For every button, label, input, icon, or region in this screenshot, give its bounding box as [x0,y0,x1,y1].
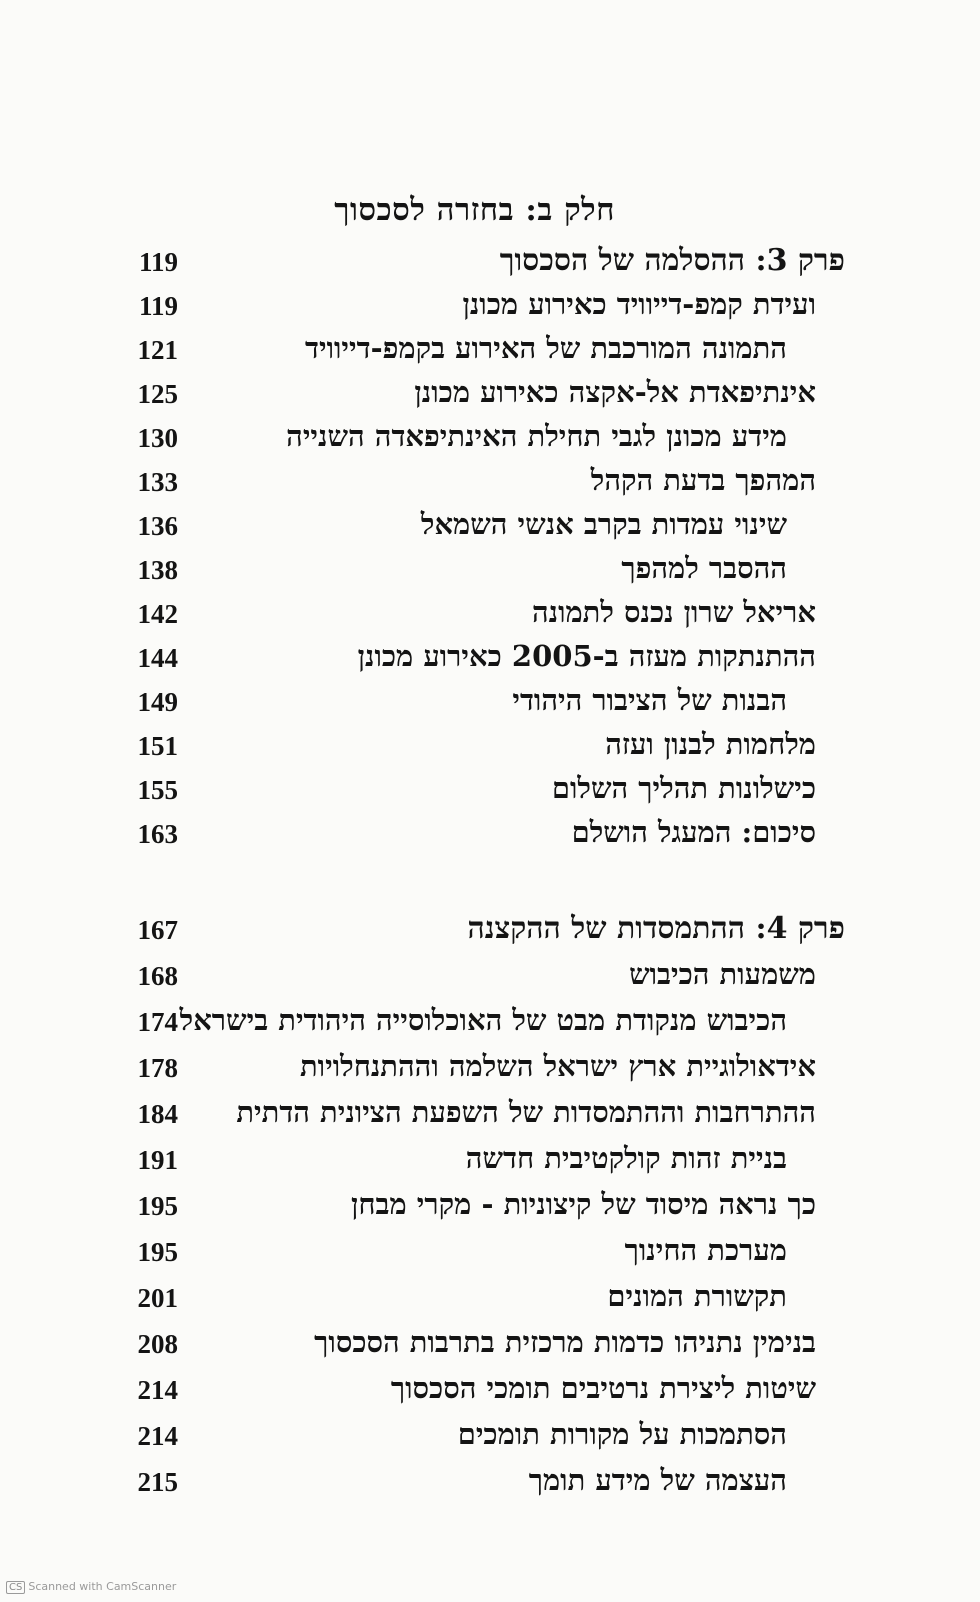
toc-row [0,1141,980,1185]
toc-entry-title: בניית זהות קולקטיבית חדשה [465,1141,787,1175]
toc-entry-title: שיטות ליצירת נרטיבים תומכי הסכסוך [390,1371,816,1405]
toc-entry-title: המהפך בדעת הקהל [590,463,816,497]
toc-page-number: 208 [137,1329,178,1359]
toc-page-number: 163 [137,819,178,849]
toc-entry-title: סיכום: המעגל הושלם [571,815,816,849]
toc-page-number: 136 [137,511,178,541]
toc-row [0,1003,980,1047]
toc-page-number: 121 [137,335,178,365]
toc-row [0,815,980,859]
toc-entry-title: שינוי עמדות בקרב אנשי השמאל [420,507,787,541]
toc-row [0,419,980,463]
toc-entry-title: ההסבר למהפך [621,551,787,585]
toc-page-number: 195 [137,1191,178,1221]
toc-chapter-row [0,911,980,955]
toc-entry-title: בנימין נתניהו כדמות מרכזית בתרבות הסכסוך [314,1325,816,1359]
toc-row [0,375,980,419]
toc-entry-title: אינתיפאדת אל-אקצה כאירוע מכונן [414,375,816,409]
toc-page-number: 168 [137,961,178,991]
toc-row [0,1049,980,1093]
toc-page-number: 130 [137,423,178,453]
toc-entry-title: כך נראה מיסוד של קיצוניות - מקרי מבחן [350,1187,816,1221]
toc-entry-title: התמונה המורכבת של האירוע בקמפ-דייוויד [305,331,787,365]
toc-page-number: 142 [137,599,178,629]
toc-entry-title: אידאולוגיית ארץ ישראל השלמה וההתנחלויות [300,1049,816,1083]
toc-row [0,507,980,551]
toc-page-number: 125 [137,379,178,409]
toc-page-number: 138 [137,555,178,585]
toc-page-number: 144 [137,643,178,673]
toc-row [0,957,980,1001]
toc-entry-title: הכיבוש מנקודת מבט של האוכלוסייה היהודית בישראל [179,1003,787,1037]
toc-row [0,331,980,375]
toc-row [0,1371,980,1415]
toc-row [0,551,980,595]
toc-page-number: 214 [137,1421,178,1451]
toc-entry-title: אריאל שרון נכנס לתמונה [531,595,816,629]
toc-entry-title: משמעות הכיבוש [629,957,816,991]
toc-chapter-row [0,243,980,287]
toc-page-number: 191 [137,1145,178,1175]
part-title: חלק ב: בחזרה לסכסוך [334,192,615,228]
camscanner-logo-icon: CS [6,1581,25,1594]
toc-row [0,1233,980,1277]
toc-row [0,639,980,683]
toc-row [0,595,980,639]
toc-entry-title: ועידת קמפ-דייוויד כאירוע מכונן [462,287,816,321]
toc-entry-title: ההתרחבות וההתמסדות של השפעת הציונית הדתית [236,1095,816,1129]
toc-page-number: 119 [138,291,178,321]
toc-entry-title: פרק 3: ההסלמה של הסכסוך [499,243,845,278]
toc-entry-title: הבנות של הציבור היהודי [512,683,787,717]
toc-page-number: 119 [138,247,178,277]
toc-page-number: 195 [137,1237,178,1267]
watermark-text: Scanned with CamScanner [28,1580,177,1593]
toc-page-number: 167 [137,915,178,945]
toc-entry-title: כישלונות תהליך השלום [551,771,816,805]
toc-row [0,1325,980,1369]
toc-row [0,1187,980,1231]
toc-row [0,1095,980,1139]
toc-page-number: 174 [137,1007,178,1037]
toc-row [0,287,980,331]
toc-entry-title: תקשורת המונים [607,1279,787,1313]
toc-row [0,771,980,815]
toc-entry-title: הסתמכות על מקורות תומכים [457,1417,787,1451]
toc-entry-title: העצמה של מידע תומך [528,1463,787,1497]
toc-entry-title: ההתנתקות מעזה ב-2005 כאירוע מכונן [357,639,816,673]
toc-page-number: 155 [137,775,178,805]
toc-entry-title: מערכת החינוך [624,1233,787,1267]
toc-entry-title: פרק 4: ההתמסדות של ההקצנה [467,911,845,946]
toc-page-number: 215 [137,1467,178,1497]
toc-page-number: 133 [137,467,178,497]
toc-row [0,1463,980,1507]
toc-row [0,1417,980,1461]
toc-page-number: 201 [137,1283,178,1313]
toc-page-number: 149 [137,687,178,717]
toc-page-number: 184 [137,1099,178,1129]
toc-row [0,1279,980,1323]
toc-page-number: 214 [137,1375,178,1405]
toc-row [0,463,980,507]
toc-page-number: 151 [137,731,178,761]
toc-row [0,683,980,727]
toc-entry-title: מידע מכונן לגבי תחילת האינתיפאדה השנייה [286,419,787,453]
toc-entry-title: מלחמות לבנון ועזה [605,727,816,761]
toc-page-number: 178 [137,1053,178,1083]
scanner-watermark [6,1580,176,1594]
toc-row [0,727,980,771]
